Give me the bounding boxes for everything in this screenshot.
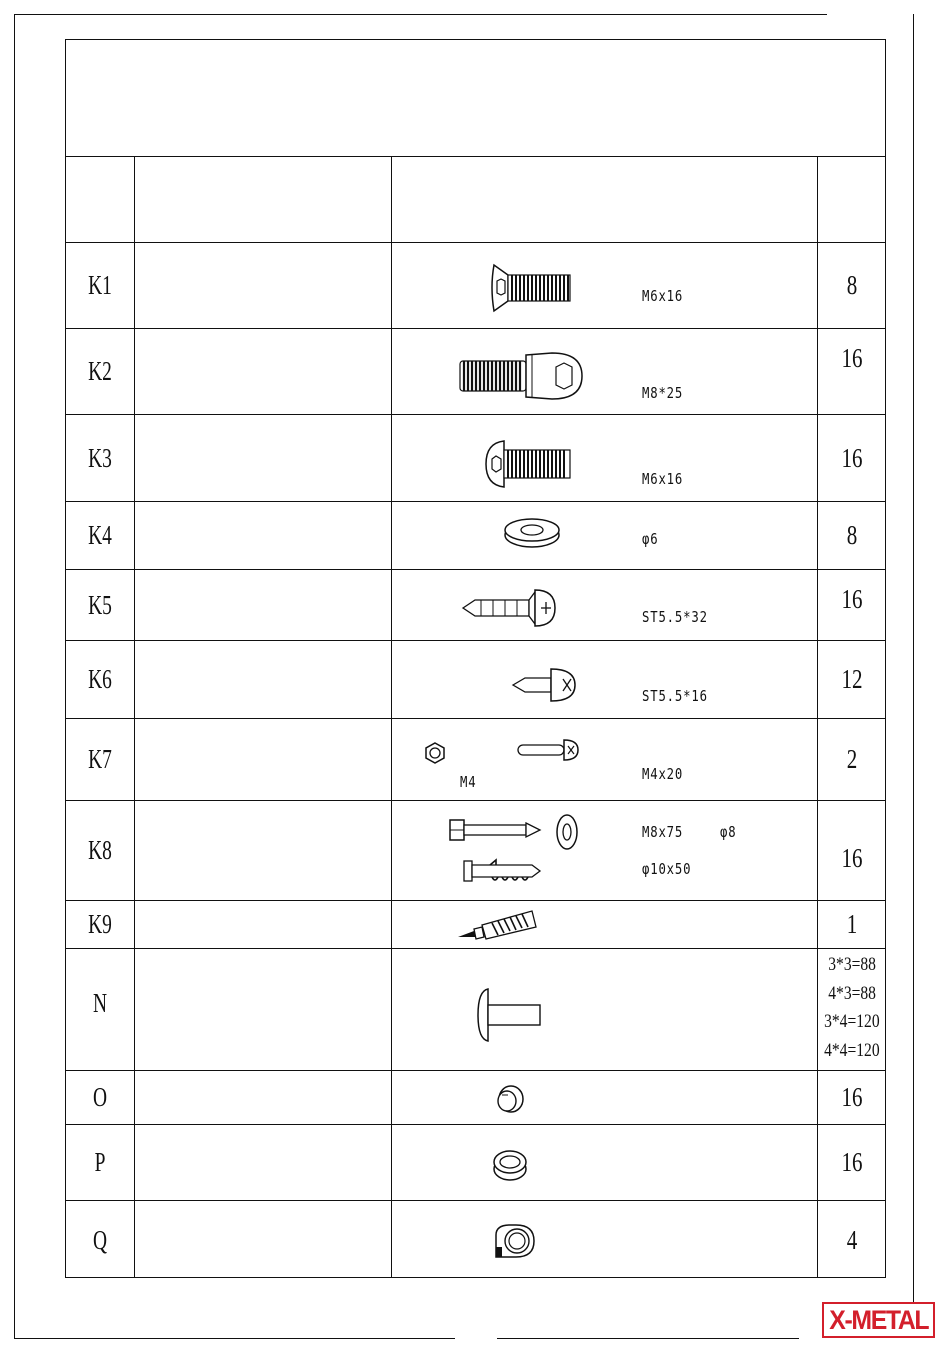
part-code: K4 [88,520,112,550]
table-row [66,641,885,719]
part-code: K2 [88,356,112,386]
frame-bottom-line-left [14,1338,455,1339]
table-row [66,1071,885,1125]
frame-top-line [14,14,827,15]
frame-left-line [14,14,15,1338]
column-divider [391,156,392,1277]
part-code: N [92,988,108,1018]
part-spec: ST5.5*16 [642,687,708,705]
table-title-area [66,40,885,157]
part-code: P [94,1147,106,1177]
table-row [66,415,885,502]
part-quantity: 1 [846,909,858,939]
part-quantity: 16 [841,1082,863,1112]
nut-spec: M4 [460,773,477,791]
part-spec: ST5.5*32 [642,608,708,626]
part-code: K8 [88,835,112,865]
wall-anchor-icon [462,857,542,885]
quantity-option: 3*4=120 [824,1011,880,1032]
hex-nut-icon [423,741,447,765]
quantity-list [818,951,886,1065]
part-spec: φ6 [642,530,659,548]
flat-washer-icon [502,516,562,550]
part-code: K7 [88,744,112,774]
part-code: O [92,1082,108,1112]
part-quantity: 4 [846,1224,858,1255]
part-quantity: 2 [846,744,858,774]
part-quantity: 16 [841,1147,863,1177]
glue-tube-icon [454,907,540,943]
part-quantity: 8 [846,270,858,300]
pipe-clamp-icon [490,1221,536,1261]
table-row [66,719,885,801]
table-row [66,243,885,329]
part-spec: M6x16 [642,470,684,488]
part-spec: M8*25 [642,384,684,402]
plug-cap-icon [494,1083,526,1115]
table-header-row [66,156,885,243]
table-row [66,502,885,570]
machine-screw-icon [516,737,580,765]
hex-bolt-icon [448,817,544,843]
brand-logo-text: X-METAL [829,1304,928,1335]
part-quantity: 16 [841,442,863,473]
washer-icon [554,813,580,851]
pan-head-screw-icon [511,665,581,705]
brand-logo [822,1302,935,1338]
quantity-option: 3*3=88 [828,954,876,975]
phillips-screw-icon [461,584,561,632]
countersunk-hex-bolt-icon [486,261,576,317]
column-divider [134,156,135,1277]
mushroom-rivet-icon [476,987,546,1043]
table-row [66,1201,885,1279]
quantity-option: 4*3=88 [828,982,876,1004]
part-quantity: 8 [846,520,858,550]
quantity-option: 4*4=120 [824,1039,880,1061]
part-code: K9 [88,909,112,939]
ring-cap-icon [490,1147,530,1183]
frame-bottom-line-right [497,1338,799,1339]
part-code: K1 [88,270,112,300]
part-quantity: 16 [841,843,863,873]
part-spec: M8x75 [642,823,684,841]
table-row [66,949,885,1071]
part-quantity: 16 [841,583,863,614]
table-row [66,801,885,901]
table-row [66,1125,885,1201]
part-spec: M4x20 [642,765,684,783]
table-row [66,901,885,949]
table-row [66,329,885,415]
part-code: K3 [88,442,112,473]
button-head-bolt-icon [484,437,576,491]
part-code: K5 [88,589,112,620]
socket-cap-bolt-icon [456,345,586,407]
part-code: Q [92,1224,108,1255]
part-quantity: 16 [841,343,863,373]
part-spec: M6x16 [642,287,684,305]
part-quantity: 12 [841,664,863,694]
part-code: K6 [88,664,112,694]
washer-spec: φ8 [720,823,737,841]
table-row [66,570,885,641]
anchor-spec: φ10x50 [642,860,692,878]
frame-right-line [913,14,914,1302]
column-divider [817,156,818,1277]
parts-table [65,39,886,1278]
